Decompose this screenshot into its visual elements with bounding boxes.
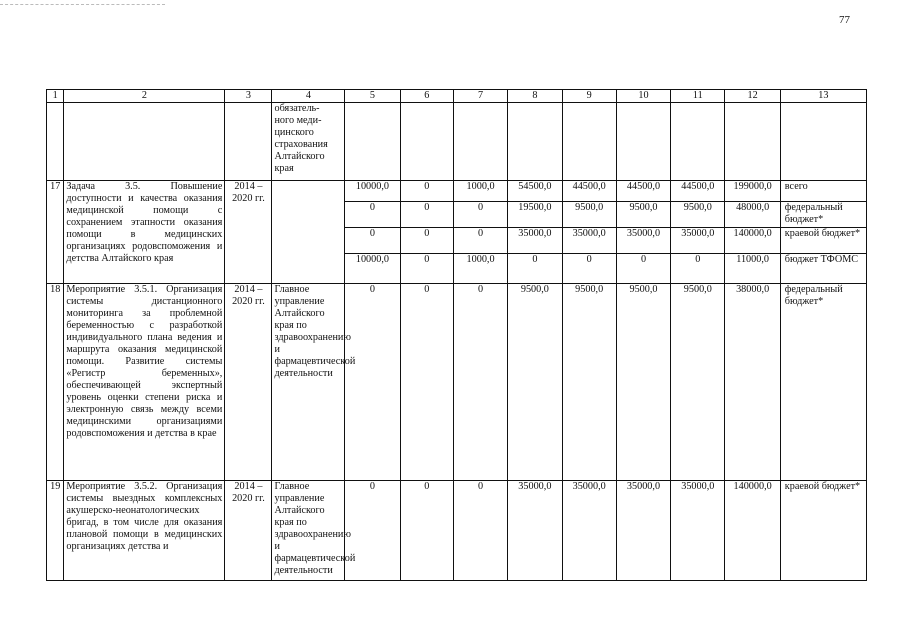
task-name: Задача 3.5. Повышение доступности и качества оказания медицинской помощи с сохранением этапности оказания помощи в медицинских организациях родовспоможения и детства Алтайского края xyxy=(64,181,225,284)
value-cell: 0 xyxy=(400,284,453,481)
total-cell: 140000,0 xyxy=(725,228,780,254)
value-cell: 0 xyxy=(453,202,507,228)
value-cell: 0 xyxy=(508,254,562,284)
row-number: 19 xyxy=(47,481,64,581)
total-cell: 38000,0 xyxy=(725,284,780,481)
value-cell: 35000,0 xyxy=(671,228,725,254)
col-header: 6 xyxy=(400,90,453,103)
value-cell: 35000,0 xyxy=(616,481,670,581)
value-cell: 0 xyxy=(562,254,616,284)
total-cell: 48000,0 xyxy=(725,202,780,228)
value-cell: 0 xyxy=(400,228,453,254)
col-header: 13 xyxy=(780,90,866,103)
source-cell: бюджет ТФОМС xyxy=(780,254,866,284)
value-cell: 9500,0 xyxy=(508,284,562,481)
period-cell: 2014 – 2020 гг. xyxy=(225,181,272,284)
col-header: 11 xyxy=(671,90,725,103)
value-cell: 35000,0 xyxy=(508,481,562,581)
executor-cell: Главное управление Алтайского края по здравоохранению и фармацевтической деятельности xyxy=(272,481,345,581)
value-cell: 0 xyxy=(400,481,453,581)
value-cell: 0 xyxy=(400,202,453,228)
total-cell: 11000,0 xyxy=(725,254,780,284)
source-cell: всего xyxy=(780,181,866,202)
period-cell: 2014 – 2020 гг. xyxy=(225,481,272,581)
source-cell: федеральный бюджет* xyxy=(780,284,866,481)
value-cell: 0 xyxy=(453,481,507,581)
total-cell: 140000,0 xyxy=(725,481,780,581)
value-cell: 44500,0 xyxy=(562,181,616,202)
row-number: 18 xyxy=(47,284,64,481)
source-cell: краевой бюджет* xyxy=(780,481,866,581)
activity-name: Мероприятие 3.5.2. Организация системы выездных комплексных акушерско-неонатологических бригад, в том числе для оказания плановой помощи в медицинских организациях детства и xyxy=(64,481,225,581)
col-header: 4 xyxy=(272,90,345,103)
header-row xyxy=(47,90,867,103)
value-cell: 9500,0 xyxy=(562,284,616,481)
value-cell: 10000,0 xyxy=(345,181,400,202)
page-number: 77 xyxy=(839,14,850,26)
executor-cell: Главное управление Алтайского края по здравоохранению и фармацевтической деятельности xyxy=(272,284,345,481)
value-cell: 0 xyxy=(453,228,507,254)
value-cell: 35000,0 xyxy=(671,481,725,581)
executor-cell xyxy=(272,181,345,284)
col-header: 5 xyxy=(345,90,400,103)
source-cell: федеральный бюджет* xyxy=(780,202,866,228)
value-cell: 1000,0 xyxy=(453,254,507,284)
value-cell: 0 xyxy=(345,228,400,254)
total-cell: 199000,0 xyxy=(725,181,780,202)
value-cell: 54500,0 xyxy=(508,181,562,202)
continuation-row xyxy=(47,103,867,181)
value-cell: 19500,0 xyxy=(508,202,562,228)
value-cell: 0 xyxy=(345,202,400,228)
activity-name: Мероприятие 3.5.1. Организация системы дистанционного мониторинга за проблемной беременностью с разработкой индивидуального плана ведения и маршрута оказания медицинской помощи. Развитие системы «Регистр беременных», обеспечивающей экспертный уровень оценки степени риска и электронную связь между всеми медицинскими организациями родовспоможения и детства в крае xyxy=(64,284,225,481)
value-cell: 0 xyxy=(400,181,453,202)
value-cell: 9500,0 xyxy=(671,202,725,228)
col-header: 7 xyxy=(453,90,507,103)
value-cell: 0 xyxy=(453,284,507,481)
col-header: 3 xyxy=(225,90,272,103)
value-cell: 35000,0 xyxy=(562,228,616,254)
source-cell: краевой бюджет* xyxy=(780,228,866,254)
col-header: 1 xyxy=(47,90,64,103)
row-number: 17 xyxy=(47,181,64,284)
value-cell: 9500,0 xyxy=(562,202,616,228)
value-cell: 44500,0 xyxy=(616,181,670,202)
executor-cell: обязатель- ного меди- цинского страхования Алтайского края xyxy=(272,103,345,181)
value-cell: 35000,0 xyxy=(508,228,562,254)
col-header: 8 xyxy=(508,90,562,103)
col-header: 10 xyxy=(616,90,670,103)
value-cell: 1000,0 xyxy=(453,181,507,202)
value-cell: 0 xyxy=(616,254,670,284)
value-cell: 10000,0 xyxy=(345,254,400,284)
value-cell: 44500,0 xyxy=(671,181,725,202)
value-cell: 35000,0 xyxy=(562,481,616,581)
table-row xyxy=(47,181,867,202)
table-row xyxy=(47,284,867,481)
value-cell: 0 xyxy=(345,481,400,581)
col-header: 9 xyxy=(562,90,616,103)
value-cell: 0 xyxy=(400,254,453,284)
col-header: 2 xyxy=(64,90,225,103)
program-table xyxy=(46,89,867,581)
value-cell: 9500,0 xyxy=(616,202,670,228)
value-cell: 0 xyxy=(671,254,725,284)
value-cell: 0 xyxy=(345,284,400,481)
table-row xyxy=(47,481,867,581)
col-header: 12 xyxy=(725,90,780,103)
period-cell: 2014 – 2020 гг. xyxy=(225,284,272,481)
value-cell: 9500,0 xyxy=(616,284,670,481)
value-cell: 35000,0 xyxy=(616,228,670,254)
top-scan-rule xyxy=(0,4,165,5)
value-cell: 9500,0 xyxy=(671,284,725,481)
